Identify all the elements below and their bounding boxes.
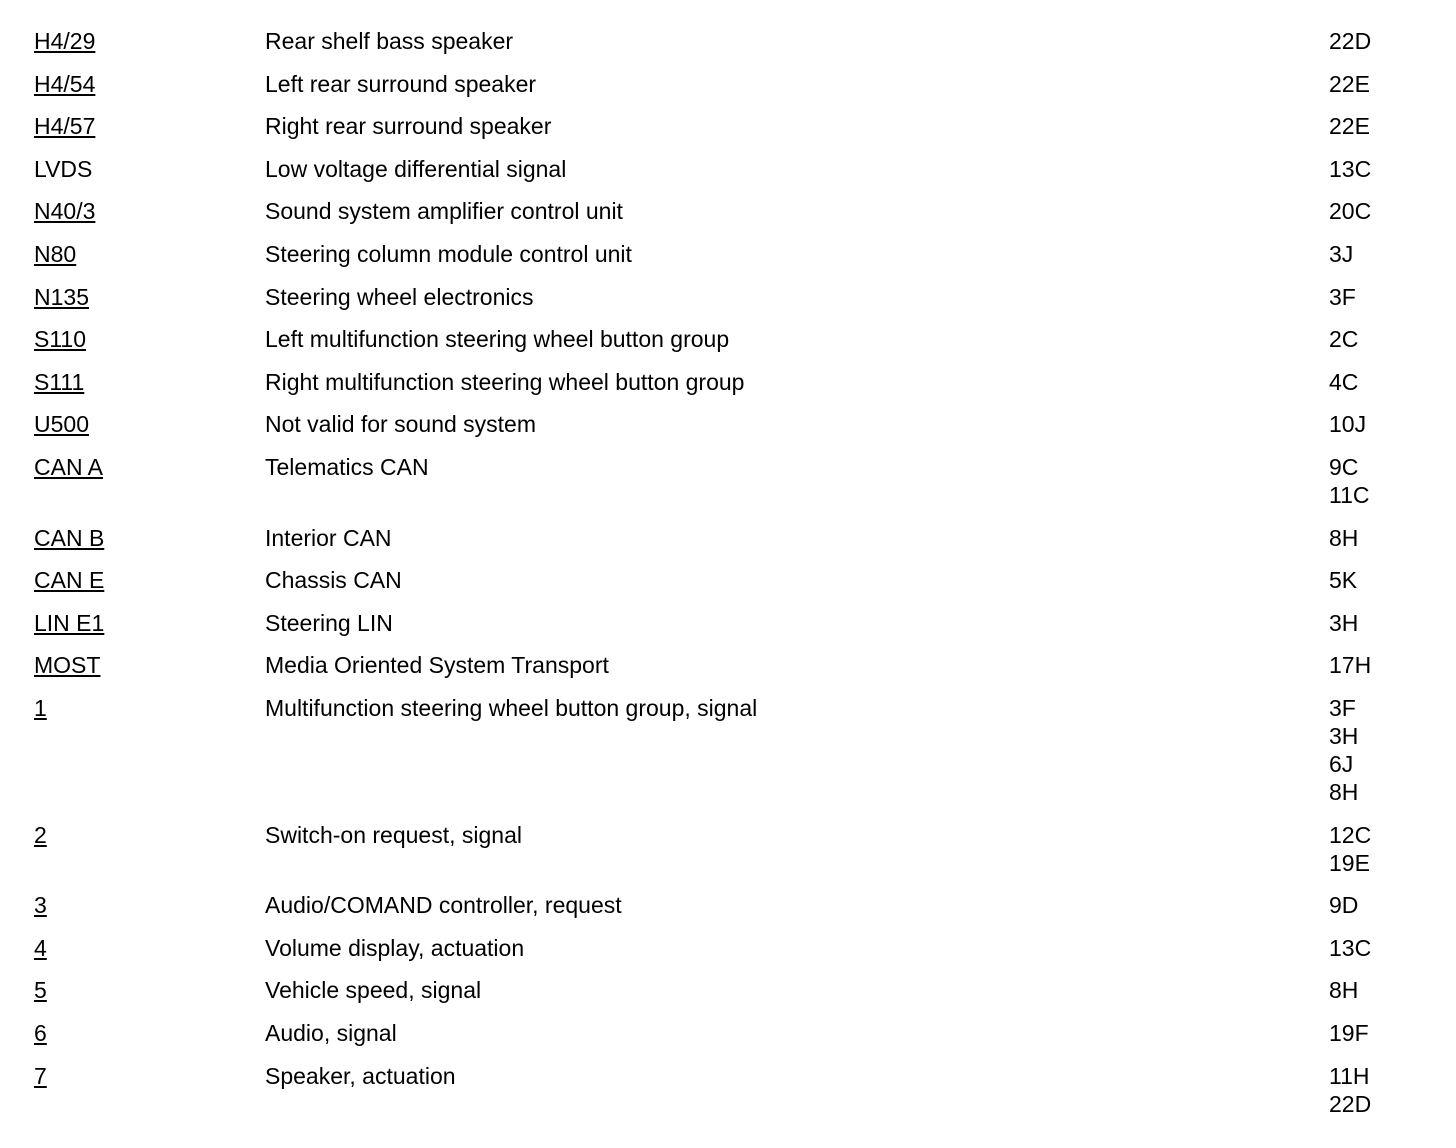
grid-reference-list — [1329, 155, 1371, 183]
component-description: Speaker, actuation — [265, 1063, 456, 1089]
grid-reference-list — [1329, 1062, 1371, 1118]
grid-reference-list — [1329, 821, 1371, 877]
component-code-link[interactable]: H4/57 — [34, 113, 96, 139]
component-code-link[interactable]: 4 — [34, 935, 47, 961]
grid-reference: 6J — [1329, 751, 1354, 777]
component-description: Telematics CAN — [265, 454, 429, 480]
grid-reference-list — [1329, 70, 1370, 98]
grid-reference-list — [1329, 240, 1353, 268]
component-description: Rear shelf bass speaker — [265, 28, 514, 54]
component-code-link[interactable]: 1 — [34, 695, 47, 721]
component-description: Multifunction steering wheel button group, signal — [265, 695, 758, 721]
grid-reference-list — [1329, 934, 1371, 962]
component-code-link[interactable]: 3 — [34, 892, 47, 918]
grid-reference: 13C — [1329, 935, 1372, 961]
component-code-link[interactable]: LIN E1 — [34, 610, 105, 636]
grid-reference: 22D — [1329, 28, 1372, 54]
grid-reference: 11H — [1329, 1063, 1370, 1089]
grid-reference: 9D — [1329, 892, 1359, 918]
grid-reference-list — [1329, 453, 1370, 509]
component-description: Volume display, actuation — [265, 935, 525, 961]
component-description: Not valid for sound system — [265, 411, 537, 437]
grid-reference: 9C — [1329, 454, 1359, 480]
grid-reference-list — [1329, 283, 1356, 311]
grid-reference: 8H — [1329, 525, 1359, 551]
component-code-link[interactable]: N135 — [34, 284, 89, 310]
component-code-link[interactable]: 6 — [34, 1020, 47, 1046]
component-code-link[interactable]: CAN A — [34, 454, 104, 480]
component-description: Sound system amplifier control unit — [265, 198, 623, 224]
grid-reference-list — [1329, 1019, 1369, 1047]
grid-reference: 3H — [1329, 723, 1359, 749]
component-code-link[interactable]: 5 — [34, 977, 47, 1003]
grid-reference: 10J — [1329, 411, 1367, 437]
grid-reference-list — [1329, 368, 1358, 396]
component-description: Media Oriented System Transport — [265, 652, 609, 678]
component-description: Left rear surround speaker — [265, 71, 537, 97]
grid-reference: 3H — [1329, 610, 1359, 636]
component-description: Low voltage differential signal — [265, 156, 567, 182]
component-description: Right multifunction steering wheel button group — [265, 369, 745, 395]
component-description: Steering column module control unit — [265, 241, 632, 267]
component-code-link[interactable]: CAN B — [34, 525, 105, 551]
grid-reference: 2C — [1329, 326, 1359, 352]
grid-reference-list — [1329, 524, 1358, 552]
grid-reference: 19E — [1329, 850, 1370, 876]
component-description: Switch-on request, signal — [265, 822, 522, 848]
component-description: Chassis CAN — [265, 567, 402, 593]
grid-reference-list — [1329, 609, 1358, 637]
grid-reference-list — [1329, 112, 1370, 140]
grid-reference-list — [1329, 891, 1358, 919]
component-code-link[interactable]: H4/54 — [34, 71, 96, 97]
grid-reference: 3F — [1329, 695, 1356, 721]
grid-reference-list — [1329, 410, 1366, 438]
grid-reference-list — [1329, 27, 1371, 55]
grid-reference-list — [1329, 197, 1371, 225]
component-description: Left multifunction steering wheel button group — [265, 326, 730, 352]
component-code: LVDS — [34, 156, 93, 182]
component-code-link[interactable]: CAN E — [34, 567, 105, 593]
grid-reference: 11C — [1329, 482, 1370, 508]
component-code-link[interactable]: N40/3 — [34, 198, 96, 224]
component-code-link[interactable]: N80 — [34, 241, 77, 267]
grid-reference-list — [1329, 566, 1357, 594]
grid-reference: 20C — [1329, 198, 1372, 224]
component-code-link[interactable]: 7 — [34, 1063, 47, 1089]
component-description: Audio, signal — [265, 1020, 397, 1046]
grid-reference: 8H — [1329, 977, 1359, 1003]
grid-reference-list — [1329, 651, 1371, 679]
grid-reference-list — [1329, 694, 1358, 806]
grid-reference: 4C — [1329, 369, 1359, 395]
component-code-link[interactable]: S110 — [34, 326, 87, 352]
grid-reference: 17H — [1329, 652, 1372, 678]
grid-reference: 22E — [1329, 71, 1370, 97]
component-code-link[interactable]: MOST — [34, 652, 101, 678]
component-description: Audio/COMAND controller, request — [265, 892, 622, 918]
grid-reference: 3J — [1329, 241, 1354, 267]
component-description: Steering wheel electronics — [265, 284, 534, 310]
grid-reference-list — [1329, 325, 1358, 353]
component-description: Vehicle speed, signal — [265, 977, 482, 1003]
component-code-link[interactable]: S111 — [34, 369, 85, 395]
grid-reference: 3F — [1329, 284, 1356, 310]
component-code-link[interactable]: H4/29 — [34, 28, 96, 54]
grid-reference-list — [1329, 976, 1358, 1004]
component-description: Interior CAN — [265, 525, 392, 551]
component-code-link[interactable]: U500 — [34, 411, 89, 437]
grid-reference: 19F — [1329, 1020, 1369, 1046]
component-code-link[interactable]: 2 — [34, 822, 47, 848]
component-description: Steering LIN — [265, 610, 393, 636]
grid-reference: 22D — [1329, 1091, 1372, 1117]
grid-reference: 22E — [1329, 113, 1370, 139]
grid-reference: 5K — [1329, 567, 1358, 593]
component-description: Right rear surround speaker — [265, 113, 552, 139]
grid-reference: 13C — [1329, 156, 1372, 182]
grid-reference: 12C — [1329, 822, 1372, 848]
grid-reference: 8H — [1329, 779, 1359, 805]
